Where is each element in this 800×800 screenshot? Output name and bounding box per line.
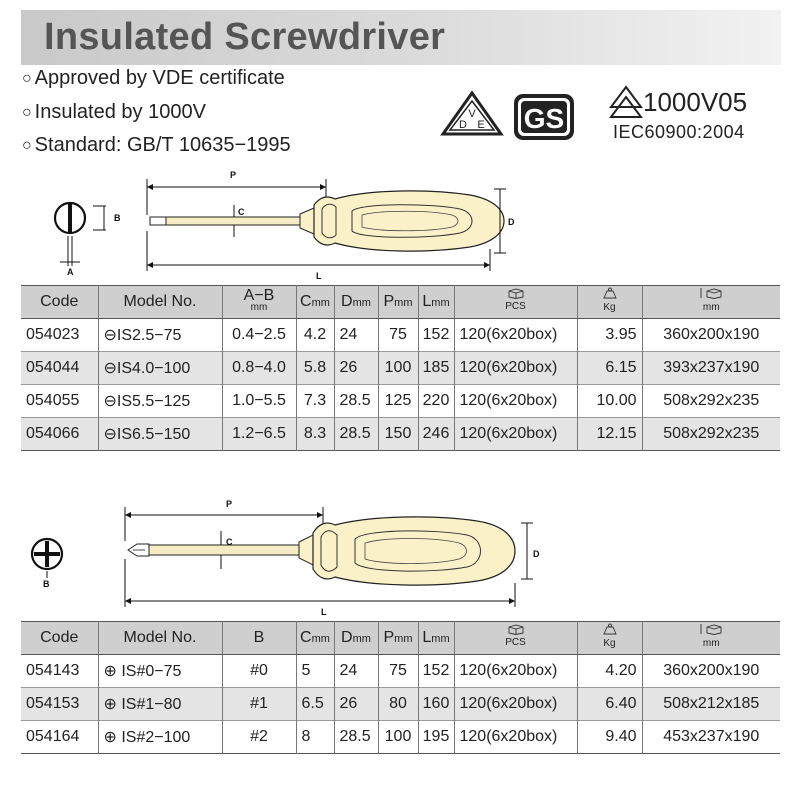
- feature-standard: ○ Standard: GB/T 10635−1995: [22, 134, 291, 156]
- vde-logo-icon: [440, 90, 504, 138]
- svg-text:E: E: [477, 119, 485, 131]
- header-kg: Kg: [577, 286, 642, 319]
- cell-c: 5: [296, 655, 334, 688]
- header-c: Cmm: [296, 286, 334, 319]
- cell-code: 054164: [21, 721, 98, 754]
- cell-c: 7.3: [296, 385, 334, 418]
- box-icon: [508, 624, 524, 635]
- table-row: [21, 319, 780, 352]
- cell-box: 360x200x190: [663, 662, 760, 679]
- cell-l: 152: [418, 319, 454, 352]
- feature-vde: ○ Approved by VDE certificate: [22, 67, 285, 89]
- box-dimension-icon: [699, 623, 723, 635]
- svg-text:A: A: [67, 267, 74, 276]
- svg-text:D: D: [533, 549, 540, 559]
- cell-kg: 6.40: [577, 688, 642, 721]
- phillips-tip-diagram: [26, 535, 72, 589]
- cell-pcs: 120(6x20box): [454, 655, 577, 688]
- cell-code: 054143: [21, 655, 98, 688]
- table-header-row: [21, 286, 780, 319]
- svg-text:D: D: [459, 119, 467, 131]
- table-row: [21, 352, 780, 385]
- voltage-rating: 1000V05: [643, 87, 748, 117]
- svg-text:B: B: [43, 579, 50, 589]
- cell-l: 152: [418, 655, 454, 688]
- cell-ab: 0.4−2.5: [222, 319, 296, 352]
- cell-d: 26: [334, 688, 378, 721]
- header-pcs: PCS: [454, 286, 577, 319]
- header-l: Lmm: [418, 286, 454, 319]
- cell-model: ⊕ IS#2−100: [98, 721, 222, 754]
- cell-kg: 12.15: [577, 418, 642, 451]
- cell-p: 100: [378, 352, 418, 385]
- cell-code: 054044: [21, 352, 98, 385]
- cell-model: ⊖IS5.5−125: [98, 385, 222, 418]
- svg-text:V: V: [468, 108, 476, 120]
- cell-p: 100: [378, 721, 418, 754]
- header-b: B: [222, 622, 296, 655]
- header-code: Code: [21, 622, 98, 655]
- header-model: Model No.: [98, 286, 222, 319]
- cell-box: 360x200x190: [663, 326, 760, 343]
- table-row: [21, 655, 780, 688]
- circle-bullet-icon: ○: [22, 137, 32, 154]
- cell-l: 195: [418, 721, 454, 754]
- cell-c: 5.8: [296, 352, 334, 385]
- weight-icon: [603, 623, 617, 635]
- cell-c: 4.2: [296, 319, 334, 352]
- cell-model: ⊖IS2.5−75: [98, 319, 222, 352]
- circle-bullet-icon: ○: [22, 70, 32, 87]
- header-kg: Kg: [577, 622, 642, 655]
- header-p: Pmm: [378, 286, 418, 319]
- cell-pcs: 120(6x20box): [454, 688, 577, 721]
- table-header-row: [21, 622, 780, 655]
- feature-insulated: ○ Insulated by 1000V: [22, 101, 206, 123]
- header-ab: A−B mm: [222, 286, 296, 319]
- cell-c: 8.3: [296, 418, 334, 451]
- cell-b: #2: [222, 721, 296, 754]
- cell-ab: 1.2−6.5: [222, 418, 296, 451]
- cell-b: #0: [222, 655, 296, 688]
- cell-d: 26: [334, 352, 378, 385]
- table-row: [21, 385, 780, 418]
- cell-pcs: 120(6x20box): [454, 385, 577, 418]
- cell-box: 453x237x190: [663, 728, 760, 745]
- table-row: [21, 721, 780, 754]
- cell-model: ⊕ IS#1−80: [98, 688, 222, 721]
- cell-pcs: 120(6x20box): [454, 319, 577, 352]
- table-row: [21, 418, 780, 451]
- phillips-spec-table: [21, 621, 780, 754]
- cell-box: 508x292x235: [642, 418, 780, 451]
- cell-box: 508x212x185: [642, 688, 780, 721]
- cell-c: 6.5: [296, 688, 334, 721]
- cell-p: 80: [378, 688, 418, 721]
- svg-text:L: L: [321, 607, 327, 617]
- cell-p: 125: [378, 385, 418, 418]
- cell-model: ⊕ IS#0−75: [98, 655, 222, 688]
- cell-p: 150: [378, 418, 418, 451]
- cell-code: 054153: [21, 688, 98, 721]
- cell-pcs: 120(6x20box): [454, 418, 577, 451]
- svg-text:C: C: [226, 537, 233, 547]
- cell-code: 054023: [21, 319, 98, 352]
- cell-p: 75: [378, 655, 418, 688]
- cell-ab: 1.0−5.5: [222, 385, 296, 418]
- cell-ab: 0.8−4.0: [222, 352, 296, 385]
- cell-l: 220: [418, 385, 454, 418]
- header-p: Pmm: [378, 622, 418, 655]
- header-model: Model No.: [98, 622, 222, 655]
- weight-icon: [603, 287, 617, 299]
- phillips-screwdriver-drawing: [115, 493, 555, 618]
- cell-model: ⊖IS4.0−100: [98, 352, 222, 385]
- svg-text:C: C: [238, 207, 245, 217]
- cell-kg: 9.40: [577, 721, 642, 754]
- page-title: Insulated Screwdriver: [44, 16, 446, 58]
- header-c: Cmm: [296, 622, 334, 655]
- slotted-tip-diagram: [48, 192, 128, 276]
- cell-l: 185: [418, 352, 454, 385]
- cell-kg: 10.00: [577, 385, 642, 418]
- gs-logo-icon: [512, 92, 576, 142]
- cell-kg: 6.15: [577, 352, 642, 385]
- header-box: mm: [642, 286, 780, 319]
- cell-code: 054066: [21, 418, 98, 451]
- header-code: Code: [21, 286, 98, 319]
- svg-text:B: B: [114, 213, 121, 223]
- cell-b: #1: [222, 688, 296, 721]
- svg-text:L: L: [316, 271, 322, 281]
- cell-p: 75: [378, 319, 418, 352]
- table-row: [21, 688, 780, 721]
- box-icon: [508, 288, 524, 299]
- cell-c: 8: [296, 721, 334, 754]
- svg-text:P: P: [230, 170, 237, 180]
- cell-d: 24: [334, 319, 378, 352]
- cell-box: 508x292x235: [663, 392, 760, 409]
- cell-code: 054055: [21, 385, 98, 418]
- cell-d: 28.5: [334, 418, 378, 451]
- circle-bullet-icon: ○: [22, 104, 32, 121]
- cell-kg: 4.20: [577, 655, 642, 688]
- cell-d: 28.5: [334, 385, 378, 418]
- header-d: Dmm: [334, 622, 378, 655]
- cell-model: ⊖IS6.5−150: [98, 418, 222, 451]
- box-dimension-icon: [699, 287, 723, 299]
- cell-l: 160: [418, 688, 454, 721]
- iec-standard: IEC60900:2004: [613, 122, 745, 142]
- cell-d: 28.5: [334, 721, 378, 754]
- slotted-screwdriver-drawing: [130, 165, 530, 283]
- double-triangle-icon: [609, 85, 643, 119]
- cell-pcs: 120(6x20box): [454, 352, 577, 385]
- cell-d: 24: [334, 655, 378, 688]
- svg-text:D: D: [508, 217, 515, 227]
- cell-l: 246: [418, 418, 454, 451]
- cell-box: 393x237x190: [642, 352, 780, 385]
- slotted-spec-table: [21, 285, 780, 451]
- svg-text:P: P: [226, 499, 233, 509]
- header-pcs: PCS: [454, 622, 577, 655]
- header-d: Dmm: [334, 286, 378, 319]
- header-l: Lmm: [418, 622, 454, 655]
- svg-text:GS: GS: [523, 103, 565, 134]
- header-box: mm: [642, 622, 780, 655]
- cell-kg: 3.95: [577, 319, 642, 352]
- cell-pcs: 120(6x20box): [454, 721, 577, 754]
